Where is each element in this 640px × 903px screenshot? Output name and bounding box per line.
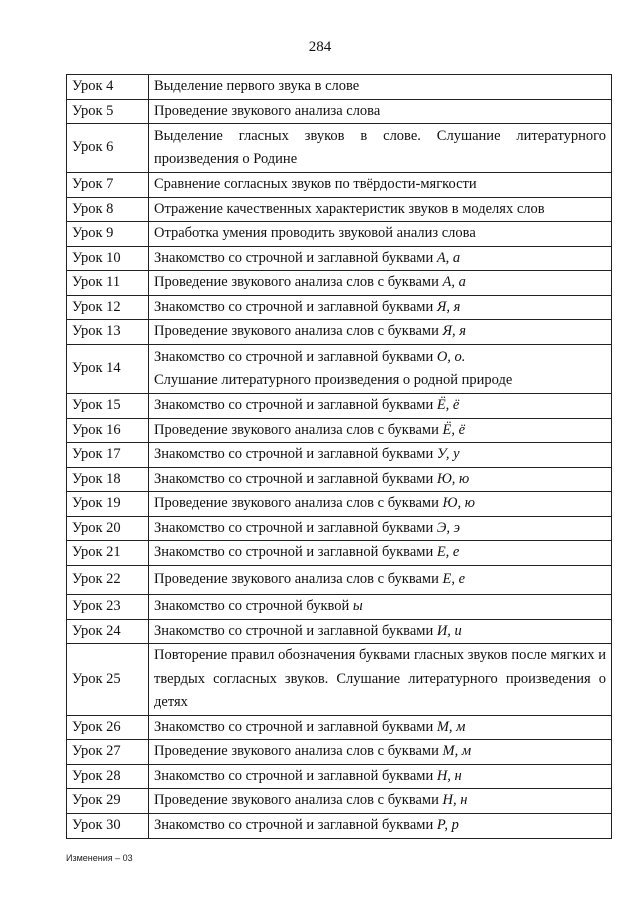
- lesson-number: Урок 19: [67, 492, 149, 517]
- lesson-topic: [149, 173, 612, 198]
- lesson-topic: [149, 789, 612, 814]
- table-row: [67, 222, 612, 247]
- table-row: [67, 418, 612, 443]
- lesson-topic: [149, 566, 612, 595]
- lesson-letters: О, о.: [436, 348, 466, 365]
- lesson-letters: Ё, ё: [442, 421, 466, 438]
- lesson-topic: [149, 541, 612, 566]
- lesson-letters: Ю, ю: [442, 495, 475, 511]
- lesson-topic: [149, 295, 612, 320]
- lesson-letters: А, а: [436, 249, 461, 266]
- lesson-letters: Р, р: [436, 817, 459, 833]
- lesson-number: Урок 13: [67, 320, 149, 345]
- table-row: [67, 595, 612, 620]
- lesson-topic-text: Проведение звукового анализа слов с буквами: [154, 274, 443, 290]
- lesson-topic: [149, 644, 612, 716]
- lesson-topic: [149, 467, 612, 492]
- lesson-topic-text: Проведение звукового анализа слов с буквами: [154, 571, 443, 588]
- lessons-table: [66, 74, 612, 839]
- lesson-topic-text: Выделение первого звука в слове: [154, 78, 360, 94]
- lesson-topic-text: Знакомство со строчной буквой: [154, 598, 353, 614]
- table-row: [67, 740, 612, 765]
- lesson-topic-text: Знакомство со строчной и заглавной буквами: [154, 544, 437, 561]
- lesson-topic: [149, 320, 612, 345]
- lesson-topic-text: Знакомство со строчной и заглавной буквами: [154, 298, 437, 315]
- table-row: [67, 443, 612, 468]
- lesson-number: Урок 7: [67, 173, 149, 198]
- lesson-topic: [149, 764, 612, 789]
- table-row: [67, 789, 612, 814]
- lesson-letters: Ю, ю: [436, 470, 470, 487]
- lesson-number: Урок 23: [67, 595, 149, 620]
- table-row: [67, 492, 612, 517]
- table-row: [67, 467, 612, 492]
- lesson-topic-text: Знакомство со строчной и заглавной буквами: [154, 249, 437, 266]
- lesson-number: Урок 15: [67, 394, 149, 419]
- lesson-letters: Я, я: [436, 298, 461, 315]
- lesson-topic-text: Отработка умения проводить звуковой анализ слова: [154, 225, 476, 241]
- lesson-topic: [149, 99, 612, 124]
- lesson-letters: Э, э: [436, 519, 460, 536]
- lesson-letters: М, м: [442, 743, 472, 759]
- lesson-topic-text: Выделение гласных звуков в слове. Слушание литературного произведения о Родине: [154, 127, 606, 167]
- lesson-topic: [149, 246, 612, 271]
- lesson-number: Урок 17: [67, 443, 149, 468]
- lesson-topic-text: Знакомство со строчной и заглавной буквами: [154, 767, 437, 784]
- lesson-number: Урок 16: [67, 418, 149, 443]
- lesson-topic: [149, 814, 612, 839]
- lesson-topic-text: Проведение звукового анализа слов с буквами: [154, 495, 443, 511]
- table-row: [67, 516, 612, 541]
- lesson-topic: [149, 394, 612, 419]
- footer-revision: Изменения – 03: [66, 853, 133, 863]
- lesson-number: Урок 14: [67, 345, 149, 394]
- lesson-number: Урок 11: [67, 271, 149, 296]
- lesson-topic-text: Отражение качественных характеристик звуков в моделях слов: [154, 200, 545, 217]
- table-row: [67, 173, 612, 198]
- table-row: [67, 271, 612, 296]
- lesson-number: Урок 18: [67, 467, 149, 492]
- table-row: [67, 764, 612, 789]
- lesson-number: Урок 10: [67, 246, 149, 271]
- lesson-topic-text: Знакомство со строчной и заглавной буквами: [154, 397, 437, 413]
- lesson-letters: ы: [352, 598, 363, 614]
- table-row: [67, 644, 612, 716]
- lesson-topic: [149, 418, 612, 443]
- lesson-letters: У, у: [436, 446, 460, 462]
- lesson-number: Урок 28: [67, 764, 149, 789]
- lesson-number: Урок 9: [67, 222, 149, 247]
- lessons-table-body: [67, 75, 612, 839]
- lesson-topic: [149, 222, 612, 247]
- lesson-topic-text: Знакомство со строчной и заглавной буквами: [154, 622, 437, 639]
- lesson-topic: [149, 740, 612, 765]
- table-row: [67, 320, 612, 345]
- table-row: [67, 295, 612, 320]
- lesson-letters: Е, е: [442, 571, 466, 588]
- table-row: [67, 566, 612, 595]
- lesson-topic-text: Знакомство со строчной и заглавной буквами: [154, 470, 437, 487]
- lesson-number: Урок 12: [67, 295, 149, 320]
- lesson-letters: Я, я: [442, 323, 467, 340]
- lesson-letters: Н, н: [436, 767, 462, 784]
- table-row: [67, 715, 612, 740]
- lesson-topic-text: Знакомство со строчной и заглавной буквами: [154, 519, 437, 536]
- lesson-topic: [149, 345, 612, 394]
- lesson-topic-text: Проведение звукового анализа слов с буквами: [154, 323, 443, 340]
- lesson-topic: [149, 516, 612, 541]
- lesson-letters: М, м: [436, 718, 466, 735]
- lesson-number: Урок 24: [67, 619, 149, 644]
- lesson-letters: Ё, ё: [436, 397, 460, 413]
- table-row: [67, 246, 612, 271]
- lesson-topic: [149, 619, 612, 644]
- table-row: [67, 345, 612, 394]
- table-row: [67, 814, 612, 839]
- lesson-number: Урок 25: [67, 644, 149, 716]
- lesson-topic-text: Знакомство со строчной и заглавной буквами: [154, 718, 437, 735]
- lesson-topic-text: Проведение звукового анализа слов с буквами: [154, 421, 443, 438]
- lesson-topic-text: Повторение правил обозначения буквами гласных звуков после мягких и твердых согласных звуков. Слушание литературного произведения о детях: [154, 647, 606, 710]
- lesson-letters: Н, н: [442, 792, 468, 809]
- lesson-topic: [149, 715, 612, 740]
- lesson-topic: [149, 492, 612, 517]
- lesson-letters: И, и: [436, 622, 462, 639]
- lesson-topic: [149, 75, 612, 100]
- lesson-topic: [149, 271, 612, 296]
- lesson-number: Урок 21: [67, 541, 149, 566]
- lesson-topic-text: Проведение звукового анализа слов с буквами: [154, 792, 443, 809]
- lesson-number: Урок 27: [67, 740, 149, 765]
- lesson-topic-text: Знакомство со строчной и заглавной буквами: [154, 446, 437, 462]
- lesson-topic-text: Знакомство со строчной и заглавной буквами: [154, 348, 437, 365]
- lesson-topic: [149, 197, 612, 222]
- lesson-number: Урок 22: [67, 566, 149, 595]
- lesson-topic: [149, 595, 612, 620]
- lesson-topic-text: Знакомство со строчной и заглавной буквами: [154, 817, 437, 833]
- lesson-topic-text: Сравнение согласных звуков по твёрдости-мягкости: [154, 176, 477, 192]
- lesson-topic-extra: Слушание литературного произведения о родной природе: [154, 372, 513, 388]
- table-row: [67, 541, 612, 566]
- lesson-number: Урок 8: [67, 197, 149, 222]
- lesson-number: Урок 4: [67, 75, 149, 100]
- lesson-topic-text: Проведение звукового анализа слов с буквами: [154, 743, 443, 759]
- table-row: [67, 394, 612, 419]
- lesson-topic: [149, 124, 612, 173]
- lesson-topic-text: Проведение звукового анализа слова: [154, 102, 381, 119]
- lesson-number: Урок 26: [67, 715, 149, 740]
- table-row: [67, 75, 612, 100]
- table-row: [67, 124, 612, 173]
- lesson-number: Урок 5: [67, 99, 149, 124]
- lesson-letters: Е, е: [436, 544, 460, 561]
- table-row: [67, 99, 612, 124]
- page-number: 284: [308, 39, 332, 55]
- lesson-number: Урок 6: [67, 124, 149, 173]
- lesson-number: Урок 20: [67, 516, 149, 541]
- lesson-number: Урок 29: [67, 789, 149, 814]
- lesson-letters: А, а: [442, 274, 466, 290]
- table-row: [67, 197, 612, 222]
- table-row: [67, 619, 612, 644]
- lesson-topic: [149, 443, 612, 468]
- lesson-number: Урок 30: [67, 814, 149, 839]
